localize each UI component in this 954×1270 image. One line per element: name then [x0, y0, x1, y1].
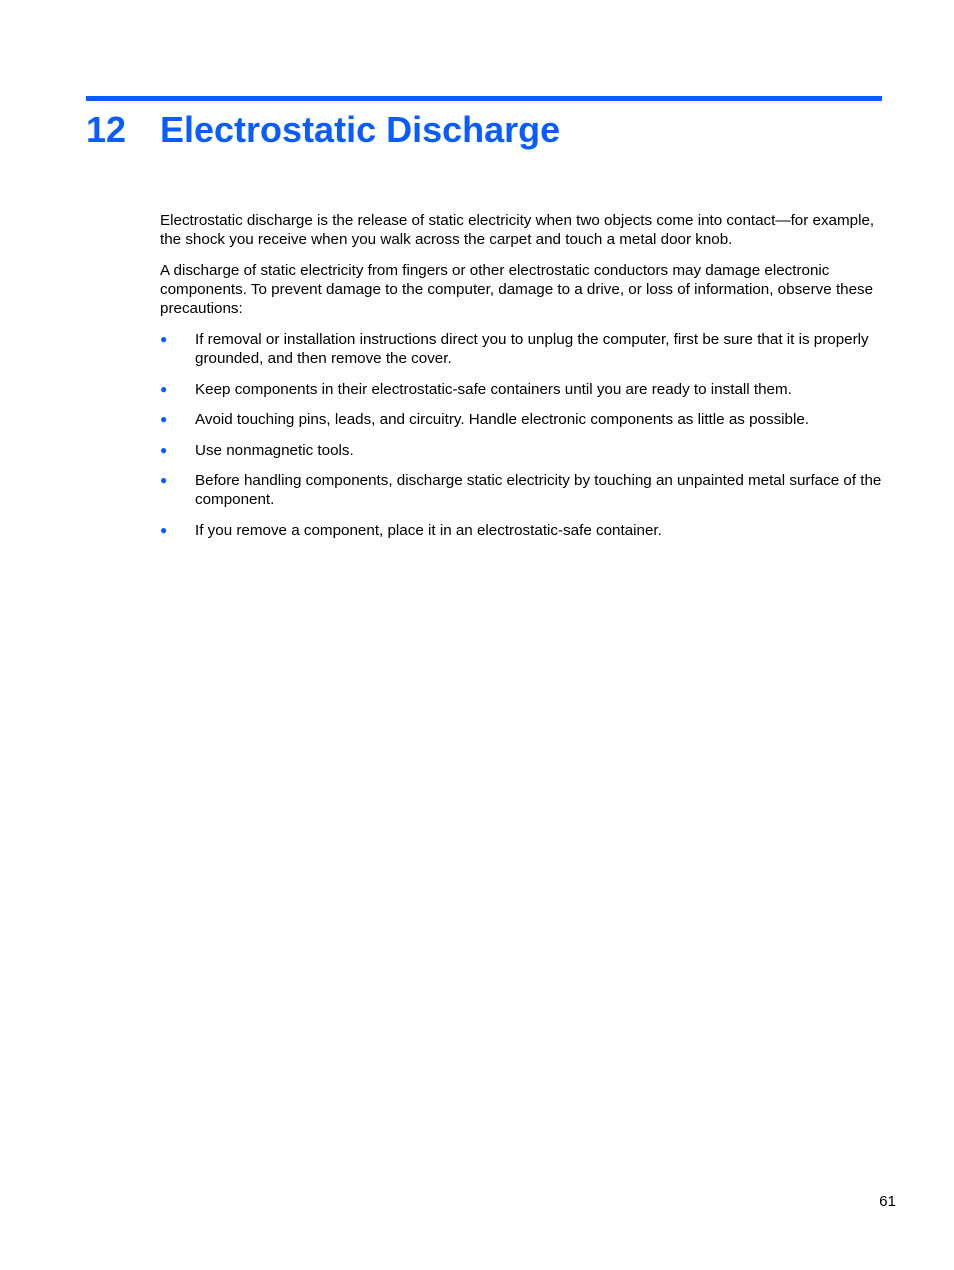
intro-paragraph: Electrostatic discharge is the release of static electricity when two objects come into contact—for example, the shock you receive when you walk across the carpet and touch a metal door knob.	[160, 212, 875, 248]
bullet-icon: ●	[160, 442, 168, 457]
list-item-text: Keep components in their electrostatic-safe containers until you are ready to install them.	[195, 380, 792, 398]
precautions-list	[160, 330, 882, 540]
bullet-icon: ●	[160, 381, 168, 396]
page-number: 61	[879, 1193, 896, 1210]
bullet-icon: ●	[160, 332, 168, 346]
list-item-text: Before handling components, discharge static electricity by touching an unpainted metal surface of the component.	[195, 472, 882, 508]
list-item-text: Use nonmagnetic tools.	[195, 441, 354, 459]
precautions-paragraph: A discharge of static electricity from fingers or other electrostatic conductors may damage electronic components. To prevent damage to the computer, damage to a drive, or loss of information, observe these precautions:	[160, 262, 874, 317]
list-item-text: Avoid touching pins, leads, and circuitry. Handle electronic components as little as possible.	[195, 411, 810, 428]
bullet-icon: ●	[160, 522, 168, 537]
list-item	[160, 521, 882, 540]
list-item	[160, 410, 882, 429]
list-item	[160, 380, 882, 399]
list-item	[160, 441, 882, 460]
body-text	[160, 211, 882, 551]
list-item-text: If you remove a component, place it in an electrostatic-safe container.	[195, 521, 662, 539]
bullet-icon: ●	[160, 473, 168, 487]
list-item	[160, 330, 882, 368]
chapter-title: Electrostatic Discharge	[160, 109, 561, 150]
chapter-number: 12	[86, 109, 127, 150]
chapter-heading	[86, 107, 560, 153]
chapter-rule	[86, 96, 882, 101]
bullet-icon: ●	[160, 412, 168, 426]
list-item	[160, 471, 882, 509]
list-item-text: If removal or installation instructions direct you to unplug the computer, first be sure that it is properly grounded, and then remove the cover.	[195, 331, 869, 367]
